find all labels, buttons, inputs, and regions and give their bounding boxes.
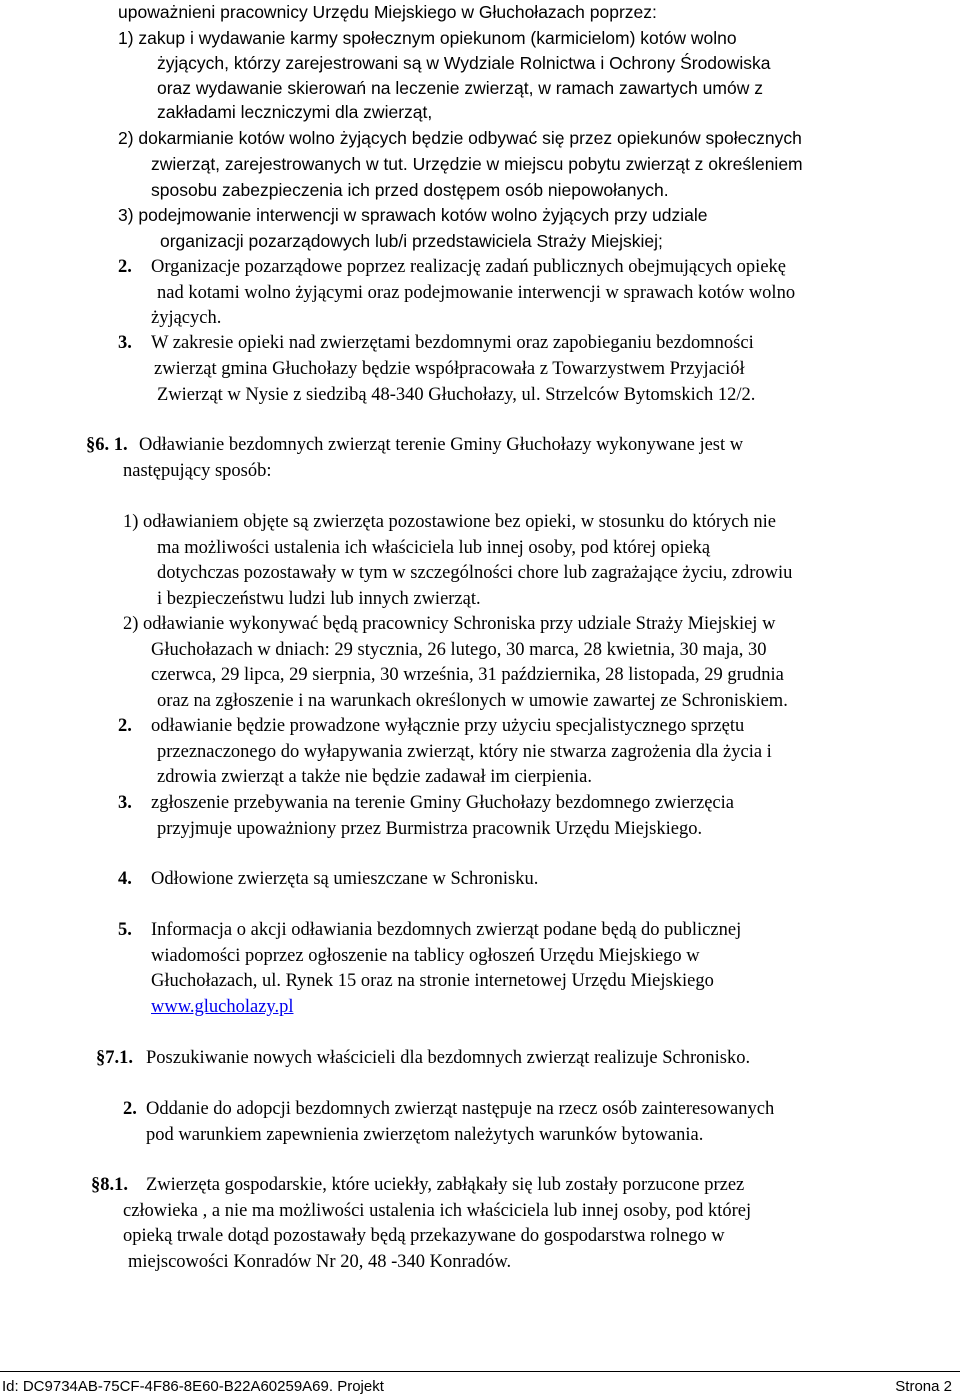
text-line: wiadomości poprzez ogłoszenie na tablicy ogłoszeń Urzędu Miejskiego w: [151, 946, 700, 966]
section-heading: §7.1.: [96, 1048, 133, 1068]
footer-divider: [0, 1371, 960, 1372]
footer-page-number: Strona 2: [895, 1378, 952, 1395]
text-line: przeznaczonego do wyłapywania zwierząt, który nie stwarza zagrożenia dla życia i: [157, 742, 772, 762]
text-line: i bezpieczeństwu ludzi lub innych zwierząt.: [157, 589, 481, 609]
text-line: 2) dokarmianie kotów wolno żyjących będzie odbywać się przez opiekunów społecznych: [118, 128, 802, 148]
text-line: oraz wydawanie skierowań na leczenie zwierząt, w ramach zawartych umów z: [157, 78, 763, 98]
text-line: zdrowia zwierząt a także nie będzie zadawał im cierpienia.: [157, 767, 593, 787]
text-line: Odłowione zwierzęta są umieszczane w Schronisku.: [151, 869, 539, 889]
text-line: ma możliwości ustalenia ich właściciela lub innej osoby, pod której opieką: [157, 538, 711, 558]
paragraph-number: 2.: [118, 716, 132, 736]
paragraph-number: 3.: [118, 333, 132, 353]
text-line: upoważnieni pracownicy Urzędu Miejskiego w Głuchołazach poprzez:: [118, 2, 657, 22]
text-line: [151, 156, 803, 174]
text-line: przyjmuje upoważniony przez Burmistrza pracownik Urzędu Miejskiego.: [157, 819, 703, 839]
paragraph-number: 3.: [118, 793, 132, 813]
text-fragment: Urzędzie w miejscu pobytu zwierząt z określeniem: [412, 154, 803, 174]
section-heading: §6. 1.: [86, 435, 128, 455]
text-line: Organizacje pozarządowe poprzez realizację zadań publicznych obejmujących opiekę: [151, 257, 786, 277]
text-line: następujący sposób:: [123, 461, 272, 481]
text-line: 1) zakup i wydawanie karmy społecznym opiekunom (karmicielom) kotów wolno: [118, 28, 737, 48]
text-line: Zwierząt w Nysie z siedzibą 48-340 Głuchołazy, ul. Strzelców Bytomskich 12/2.: [157, 385, 756, 405]
text-line: 1) odławianiem objęte są zwierzęta pozostawione bez opieki, w stosunku do których nie: [123, 512, 776, 532]
text-line: sposobu zabezpieczenia ich przed dostępem osób niepowołanych.: [151, 180, 669, 200]
text-line: Informacja o akcji odławiania bezdomnych zwierząt podane będą do publicznej: [151, 920, 742, 940]
text-line: organizacji pozarządowych lub/i przedstawiciela Straży Miejskiej;: [160, 231, 663, 251]
paragraph-number: 2.: [118, 257, 132, 277]
paragraph-number: 4.: [118, 869, 132, 889]
text-fragment: zwierząt, zarejestrowanych w tut.: [151, 154, 413, 174]
text-line: [151, 998, 293, 1017]
text-line: zakładami leczniczymi dla zwierząt,: [157, 102, 433, 122]
text-line: Głuchołazach w dniach: 29 stycznia, 26 lutego, 30 marca, 28 kwietnia, 30 maja, 30: [151, 640, 767, 660]
text-line: zgłoszenie przebywania na terenie Gminy Głuchołazy bezdomnego zwierzęcia: [151, 793, 734, 813]
paragraph-number: 2.: [123, 1099, 137, 1119]
text-line: Oddanie do adopcji bezdomnych zwierząt następuje na rzecz osób zainteresowanych: [146, 1099, 775, 1119]
section-heading: §8.1.: [91, 1175, 128, 1195]
text-line: Głuchołazach, ul. Rynek 15 oraz na stronie internetowej Urzędu Miejskiego: [151, 971, 714, 991]
text-line: Poszukiwanie nowych właścicieli dla bezdomnych zwierząt realizuje Schronisko.: [146, 1048, 751, 1068]
text-line: Odławianie bezdomnych zwierząt terenie Gminy Głuchołazy wykonywane jest w: [139, 435, 744, 455]
text-line: oraz na zgłoszenie i na warunkach określonych w umowie zawartej ze Schroniskiem.: [157, 691, 788, 711]
text-line: 3) podejmowanie interwencji w sprawach kotów wolno żyjących przy udziale: [118, 205, 708, 225]
text-line: W zakresie opieki nad zwierzętami bezdomnymi oraz zapobieganiu bezdomności: [151, 333, 754, 353]
text-line: 2) odławianie wykonywać będą pracownicy Schroniska przy udziale Straży Miejskiej w: [123, 614, 776, 634]
website-link[interactable]: www.glucholazy.pl: [151, 997, 294, 1017]
text-line: miejscowości Konradów Nr 20, 48 -340 Konradów.: [128, 1252, 512, 1272]
text-line: czerwca, 29 lipca, 29 sierpnia, 30 września, 31 października, 28 listopada, 29 grudnia: [151, 665, 784, 685]
footer-document-id: Id: DC9734AB-75CF-4F86-8E60-B22A60259A69. Projekt: [2, 1378, 384, 1395]
paragraph-number: 5.: [118, 920, 132, 940]
text-line: zwierząt gmina Głuchołazy będzie współpracowała z Towarzystwem Przyjaciół: [154, 359, 745, 379]
text-line: pod warunkiem zapewnienia zwierzętom należytych warunków bytowania.: [146, 1125, 704, 1145]
text-line: człowieka , a nie ma możliwości ustalenia ich właściciela lub innej osoby, pod której: [123, 1201, 752, 1221]
text-line: odławianie będzie prowadzone wyłącznie przy użyciu specjalistycznego sprzętu: [151, 716, 745, 736]
text-line: nad kotami wolno żyjącymi oraz podejmowanie interwencji w sprawach kotów wolno: [157, 283, 796, 303]
text-line: opieką trwale dotąd pozostawały będą przekazywane do gospodarstwa rolnego w: [123, 1226, 725, 1246]
text-line: żyjących.: [151, 308, 222, 328]
text-line: żyjących, którzy zarejestrowani są w Wydziale Rolnictwa i Ochrony Środowiska: [157, 53, 771, 73]
text-line: Zwierzęta gospodarskie, które uciekły, zabłąkały się lub zostały porzucone przez: [146, 1175, 745, 1195]
text-line: dotychczas pozostawały w tym w szczególności chore lub zagrażające życiu, zdrowiu: [157, 563, 793, 583]
